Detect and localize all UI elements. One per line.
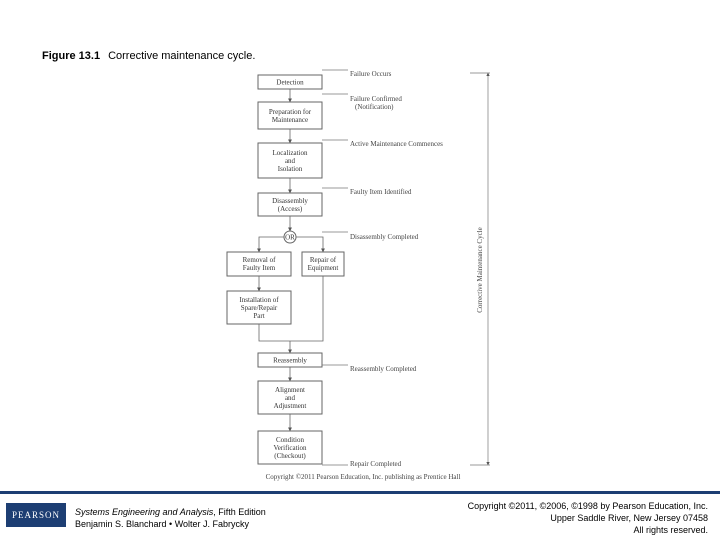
copyright-line: Copyright ©2011, ©2006, ©1998 by Pearson Education, Inc. xyxy=(467,501,708,511)
book-title: Systems Engineering and Analysis xyxy=(75,507,214,517)
event-failure-confirmed: Failure Confirmed (Notification) xyxy=(350,95,402,111)
disassembly-label: Disassembly (Access) xyxy=(272,197,308,213)
address-line: Upper Saddle River, New Jersey 07458 xyxy=(550,513,708,523)
event-disassembly-completed: Disassembly Completed xyxy=(350,233,419,241)
installation-label: Installation of Spare/Repair Part xyxy=(239,296,279,320)
figure-number: Figure 13.1 xyxy=(42,50,101,62)
preparation-label: Preparation for Maintenance xyxy=(268,108,312,124)
reassembly-label: Reassembly xyxy=(273,356,307,365)
detection-label: Detection xyxy=(276,78,304,87)
event-reassembly-completed: Reassembly Completed xyxy=(350,365,417,373)
book-authors: Benjamin S. Blanchard • Wolter J. Fabrycky xyxy=(75,519,250,529)
pearson-logo: PEARSON xyxy=(6,503,66,527)
event-repair-completed: Repair Completed xyxy=(350,460,402,468)
copyright-block xyxy=(468,500,708,536)
removal-label: Removal of Faulty Item xyxy=(242,256,276,272)
book-info xyxy=(75,506,266,530)
event-active-maintenance: Active Maintenance Commences xyxy=(350,140,443,148)
footer-rule xyxy=(0,491,720,494)
rights-line: All rights reserved. xyxy=(633,525,708,535)
small-copyright: Copyright ©2011 Pearson Education, Inc. publishing as Prentice Hall xyxy=(265,473,461,481)
condition-label: Condition Verification (Checkout) xyxy=(273,436,307,460)
figure-caption: Corrective maintenance cycle. xyxy=(108,50,256,62)
event-failure-occurs: Failure Occurs xyxy=(350,70,392,78)
repair-label: Repair of Equipment xyxy=(307,256,339,272)
cycle-label: Corrective Maintenance Cycle xyxy=(476,227,484,313)
book-edition: , Fifth Edition xyxy=(213,507,266,517)
event-lines xyxy=(322,70,490,465)
or-label: OR xyxy=(285,233,295,242)
event-faulty-item: Faulty Item Identified xyxy=(350,188,412,196)
localization-label: Localization and Isolation xyxy=(272,149,308,173)
alignment-label: Alignment and Adjustment xyxy=(273,386,307,410)
book-title-line xyxy=(75,506,266,518)
